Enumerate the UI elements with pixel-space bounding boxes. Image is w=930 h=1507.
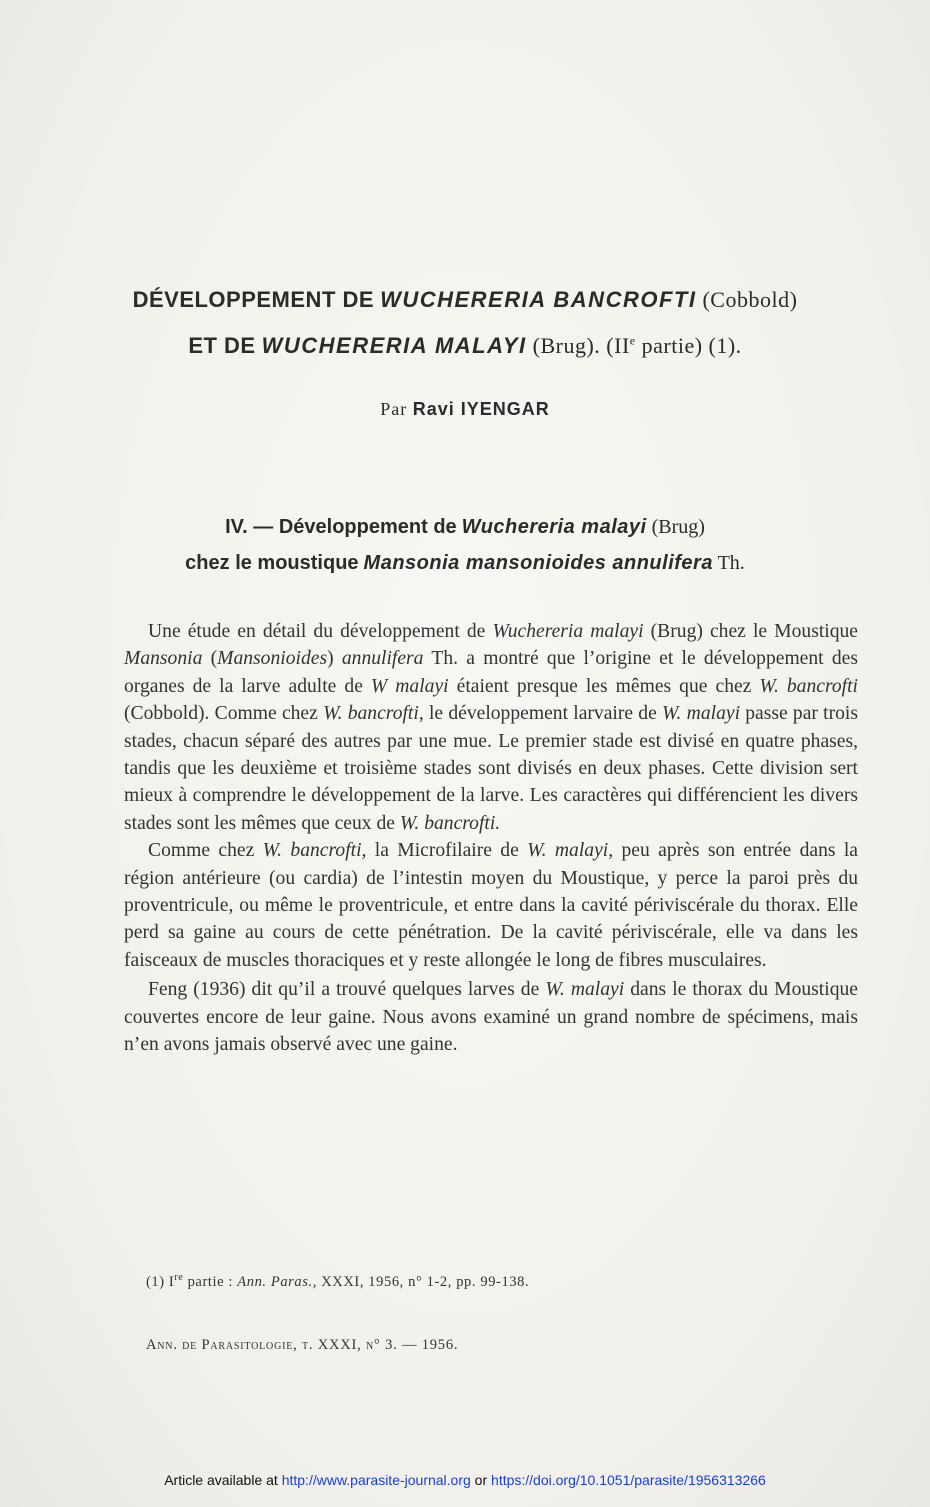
- title-superscript: e: [629, 333, 636, 348]
- italic-run: W. malayi: [545, 979, 625, 1001]
- article-title-line-2: [0, 333, 930, 359]
- availability-or: or: [470, 1472, 492, 1488]
- byline: [0, 399, 930, 420]
- text-run: la Microfilaire de: [366, 840, 528, 862]
- section-heading-part: IV. — Développement de: [225, 516, 457, 538]
- text-run: (Cobbold). Comme chez: [124, 703, 324, 725]
- title-species: WUCHERERIA BANCROFTI: [380, 287, 697, 312]
- title-authority: (Cobbold): [702, 287, 798, 312]
- availability-notice: [0, 1472, 930, 1488]
- footnote-journal: Ann. Paras.,: [237, 1273, 317, 1290]
- italic-run: W. malayi,: [527, 840, 614, 862]
- text-run: Une étude en détail du développement de: [148, 621, 493, 642]
- text-run: ): [327, 648, 342, 670]
- italic-run: annulifera: [341, 648, 424, 670]
- italic-run: W. bancrofti,: [262, 840, 367, 862]
- article-title-line-1: [0, 287, 930, 313]
- section-heading-part: chez le moustique: [185, 552, 359, 574]
- italic-run: W. bancrofti.: [399, 812, 501, 834]
- text-run: (: [202, 648, 218, 670]
- text-run: passe par trois stades, chacun séparé des autres par une mue. Le premier stade est divisé en quatre phases, tandis que les deuxième et troisième stades sont divisés en deux phases. Cette division sert mieux à comprendre le développement de la larve. Les caractères qui différencient les divers stades sont les mêmes que ceux de: [124, 703, 858, 834]
- section-heading-species: Mansonia mansonioides annulifera: [363, 552, 713, 574]
- italic-run: W malayi: [370, 675, 449, 697]
- article-body: [124, 618, 858, 1059]
- title-part-number: partie) (1).: [641, 333, 742, 358]
- text-run: Feng (1936) dit qu’il a trouvé quelques larves de: [148, 979, 546, 1001]
- title-part: DÉVELOPPEMENT DE: [132, 287, 375, 312]
- section-heading-authority: Th.: [717, 552, 745, 574]
- title-authority: (Brug). (II: [532, 333, 630, 358]
- italic-run: W. malayi: [662, 703, 741, 725]
- paragraph-3: [124, 976, 858, 1058]
- byline-prefix: Par: [380, 399, 408, 419]
- text-run: étaient presque les mêmes que chez: [448, 675, 760, 697]
- title-species: WUCHERERIA MALAYI: [261, 333, 527, 358]
- availability-prefix: Article available at: [164, 1472, 282, 1488]
- italic-run: Mansonioides: [217, 648, 328, 670]
- journal-website-link[interactable]: http://www.parasite-journal.org: [281, 1472, 471, 1488]
- journal-reference: Ann. de Parasitologie, t. XXXI, n° 3. — 1956.: [146, 1337, 459, 1353]
- text-run: Th. a montré que l’origine et le développement des organes de la larve adulte de: [124, 648, 858, 697]
- italic-run: Mansonia: [124, 648, 203, 670]
- section-heading-line-2: [0, 552, 930, 575]
- text-run: peu après son entrée dans la région antérieure (ou cardia) de l’intestin moyen du Moustique, y perce la paroi près du proventricule, ou même le proventricule, et entre dans la cavité périviscérale du thorax. Elle perd sa gaine au cours de cette pénétration. De la cavité périviscérale, elle va dans les faisceaux de muscles thoraciques et y reste allongée le long de fibres musculaires.: [124, 840, 859, 971]
- text-run: Comme chez: [148, 840, 263, 862]
- title-part: ET DE: [188, 333, 256, 358]
- italic-run: Wuchereria malayi: [492, 621, 644, 642]
- footnote-number: (1) I: [146, 1273, 175, 1290]
- footnote: [146, 1272, 529, 1291]
- italic-run: W. bancrofti: [759, 675, 858, 697]
- author-name: Ravi IYENGAR: [412, 399, 550, 419]
- paragraph-2: [124, 837, 858, 974]
- section-heading-species: Wuchereria malayi: [461, 516, 647, 538]
- section-heading-authority: (Brug): [651, 516, 705, 538]
- text-run: dans le thorax du Moustique couvertes encore de leur gaine. Nous avons examiné un grand nombre de spécimens, mais n’en avons jamais observé avec une gaine.: [124, 979, 858, 1056]
- text-run: le développement larvaire de: [423, 703, 663, 725]
- footnote-text: partie :: [183, 1273, 238, 1290]
- footnote-superscript: re: [174, 1272, 184, 1283]
- paragraph-1: [124, 618, 858, 837]
- doi-link[interactable]: https://doi.org/10.1051/parasite/1956313266: [491, 1472, 766, 1488]
- text-run: (Brug) chez le Moustique: [643, 621, 858, 642]
- italic-run: W. bancrofti,: [323, 703, 424, 725]
- section-heading-line-1: [0, 516, 930, 539]
- footnote-citation: XXXI, 1956, n° 1-2, pp. 99-138.: [316, 1273, 530, 1290]
